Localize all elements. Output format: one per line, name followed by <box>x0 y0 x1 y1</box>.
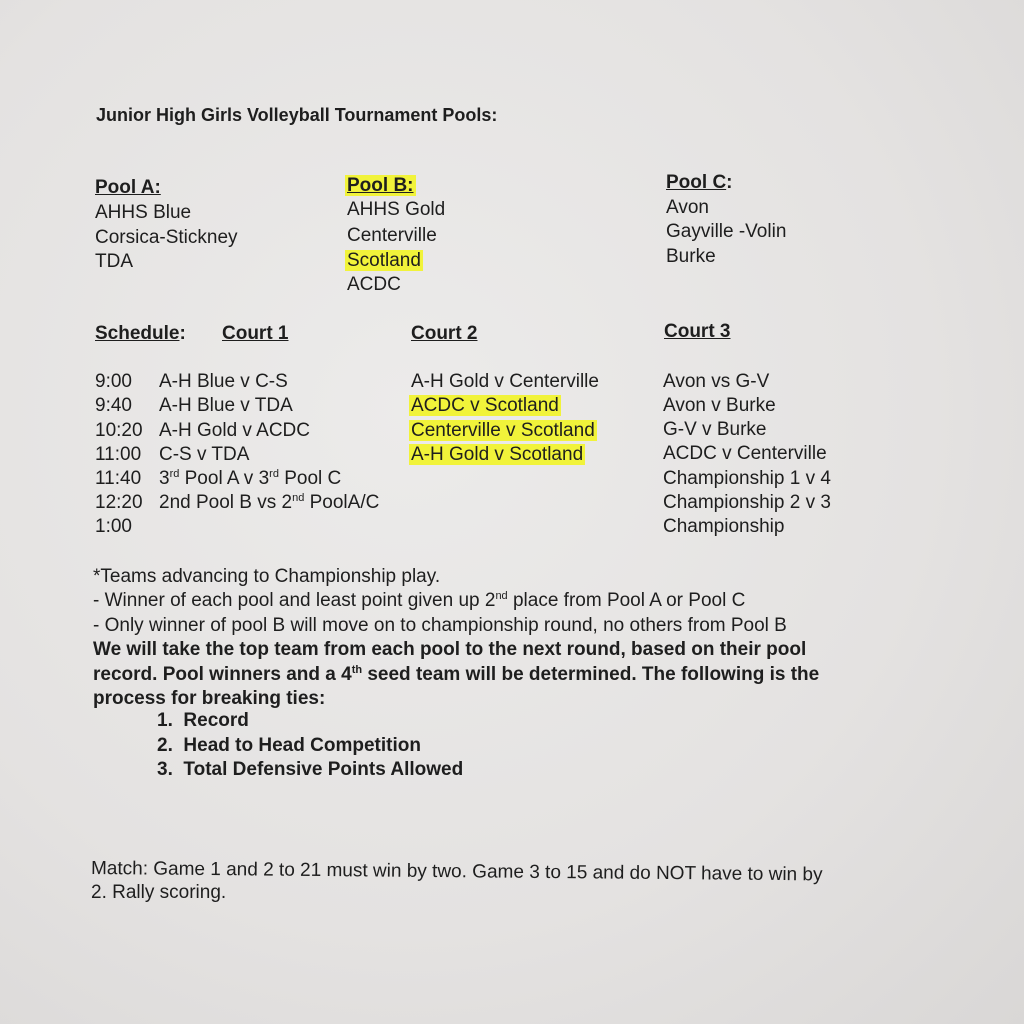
court-1-match <box>159 468 341 490</box>
page-title: Junior High Girls Volleyball Tournament Pools: <box>96 105 498 125</box>
pool-a-team: AHHS Blue <box>95 202 192 223</box>
court-1-match: C-S v TDA <box>159 444 250 465</box>
text: seed team will be determined. The following is the <box>362 664 820 685</box>
pool-c-team: Burke <box>666 246 716 267</box>
pool-c-heading-text: Pool C <box>666 172 727 193</box>
pool-b-team: ACDC <box>347 274 401 295</box>
note: *Teams advancing to Championship play. <box>93 566 441 587</box>
tie-paragraph: process for breaking ties: <box>93 688 326 709</box>
time-slot: 1:00 <box>95 516 132 537</box>
ordinal: rd <box>169 468 180 480</box>
list-item <box>157 735 421 757</box>
court-1-match: A-H Blue v C-S <box>159 371 288 392</box>
court-3-match: Avon vs G-V <box>663 371 770 392</box>
schedule-heading <box>95 323 186 345</box>
list-number: 3. <box>157 759 173 780</box>
court-2-match-highlighted <box>411 444 585 466</box>
pool-b-heading-text: Pool B: <box>347 175 414 196</box>
court-1-heading: Court 1 <box>222 323 289 344</box>
court-3-match: Championship <box>663 516 785 537</box>
highlighted-text: Centerville v Scotland <box>411 420 595 441</box>
court-3-match: ACDC v Centerville <box>663 443 827 464</box>
ordinal: nd <box>495 590 508 602</box>
list-text: Record <box>183 710 249 731</box>
list-text: Total Defensive Points Allowed <box>183 759 464 780</box>
text: 2nd Pool B vs 2 <box>159 492 293 513</box>
court-2-match-highlighted <box>411 395 561 417</box>
time-slot: 12:20 <box>95 492 143 513</box>
text: 3 <box>159 468 170 489</box>
pool-a-team: TDA <box>95 251 133 272</box>
time-slot: 11:40 <box>95 468 142 489</box>
tie-paragraph: We will take the top team from each pool to the next round, based on their pool <box>93 639 807 660</box>
highlighted-text: ACDC v Scotland <box>411 395 559 416</box>
text: - Winner of each pool and least point given up 2 <box>93 590 496 611</box>
ordinal: rd <box>269 468 279 480</box>
list-item <box>157 759 463 781</box>
highlighted-text: A-H Gold v Scotland <box>411 444 584 465</box>
text: place from Pool A or Pool C <box>507 590 746 611</box>
note: - Only winner of pool B will move on to championship round, no others from Pool B <box>93 615 787 636</box>
court-2-match: A-H Gold v Centerville <box>411 371 599 392</box>
pool-a-team: Corsica-Stickney <box>95 227 238 248</box>
pool-c-team: Gayville -Volin <box>666 221 787 242</box>
court-1-match: A-H Blue v TDA <box>159 395 293 416</box>
list-number: 2. <box>157 735 173 756</box>
pool-c-team: Avon <box>666 197 709 218</box>
pool-b-team-highlighted <box>347 250 423 272</box>
ordinal: nd <box>292 492 305 504</box>
ordinal: th <box>351 664 363 676</box>
colon: : <box>726 172 733 193</box>
court-3-heading: Court 3 <box>664 321 731 342</box>
highlighted-text: Scotland <box>347 250 421 271</box>
time-slot: 9:40 <box>95 395 132 416</box>
pool-c-heading <box>666 172 733 194</box>
court-3-match: Championship 2 v 3 <box>663 492 831 513</box>
text: Pool A v 3 <box>179 468 270 489</box>
court-2-heading: Court 2 <box>411 323 478 344</box>
court-3-match: Championship 1 v 4 <box>663 468 831 489</box>
text: record. Pool winners and a 4 <box>93 664 352 685</box>
note <box>93 590 745 612</box>
court-1-match <box>159 492 379 514</box>
court-2-match-highlighted <box>411 420 597 442</box>
time-slot: 9:00 <box>95 371 132 392</box>
pool-b-team: AHHS Gold <box>347 199 446 220</box>
list-number: 1. <box>157 710 173 731</box>
tie-paragraph <box>93 664 819 686</box>
time-slot: 11:00 <box>95 444 142 465</box>
match-rules: 2. Rally scoring. <box>91 882 227 903</box>
pool-b-heading <box>347 175 416 197</box>
court-3-match: G-V v Burke <box>663 419 767 440</box>
pool-b-team: Centerville <box>347 225 437 246</box>
text: PoolA/C <box>304 492 380 513</box>
court-3-match: Avon v Burke <box>663 395 776 416</box>
text: Pool C <box>278 468 342 489</box>
pool-a-heading: Pool A: <box>95 177 161 198</box>
schedule-label: Schedule <box>95 323 180 344</box>
list-text: Head to Head Competition <box>183 735 421 756</box>
match-rules: Match: Game 1 and 2 to 21 must win by two. Game 3 to 15 and do NOT have to win by <box>90 858 823 886</box>
list-item <box>157 710 249 732</box>
court-1-match: A-H Gold v ACDC <box>159 420 310 441</box>
colon: : <box>179 323 186 344</box>
time-slot: 10:20 <box>95 420 143 441</box>
